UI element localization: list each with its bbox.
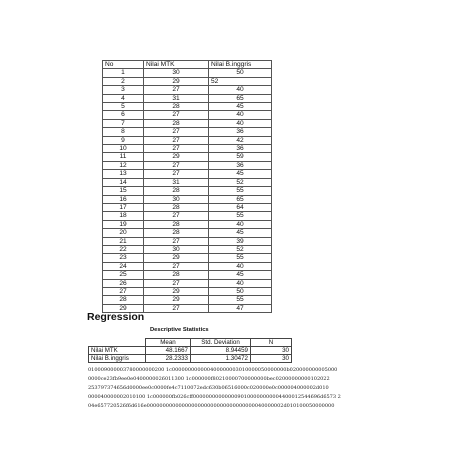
stats-label: Nilai B.inggris — [89, 355, 146, 363]
stats-header-mean: Mean — [146, 339, 191, 347]
row-nilai-mtk: 30 — [144, 245, 209, 253]
row-nilai-mtk: 27 — [144, 161, 209, 169]
row-nilai-binggris: 50 — [209, 287, 272, 295]
row-number: 14 — [103, 178, 144, 186]
row-number: 18 — [103, 212, 144, 220]
stats-n: 30 — [251, 347, 292, 355]
table-row — [103, 69, 272, 77]
row-nilai-binggris: 52 — [209, 77, 272, 85]
table-row — [103, 111, 272, 119]
row-number: 12 — [103, 161, 144, 169]
table-row — [103, 287, 272, 295]
embedded-object-hex-dump — [88, 366, 378, 411]
row-nilai-mtk: 27 — [144, 304, 209, 312]
stats-header-blank — [89, 339, 146, 347]
row-nilai-binggris: 59 — [209, 153, 272, 161]
row-number: 4 — [103, 94, 144, 102]
row-nilai-binggris: 55 — [209, 254, 272, 262]
header-nilai-mtk: Nilai MTK — [144, 61, 209, 69]
hex-line: 04e657720526f6d616e0000000000000000000000000000000000040000002d010100050000000 — [88, 403, 335, 409]
row-nilai-mtk: 30 — [144, 195, 209, 203]
stats-n: 30 — [251, 355, 292, 363]
row-nilai-binggris: 40 — [209, 86, 272, 94]
row-nilai-mtk: 27 — [144, 212, 209, 220]
table-row — [103, 212, 272, 220]
table-row — [103, 296, 272, 304]
row-number: 6 — [103, 111, 144, 119]
header-nilai-binggris: Nilai B.inggris — [209, 61, 272, 69]
table-row — [103, 229, 272, 237]
stats-row-nilai-mtk — [89, 347, 292, 355]
row-number: 13 — [103, 170, 144, 178]
row-nilai-binggris: 36 — [209, 128, 272, 136]
row-nilai-mtk: 29 — [144, 296, 209, 304]
stats-header-std-deviation: Std. Deviation — [191, 339, 251, 347]
row-number: 16 — [103, 195, 144, 203]
row-nilai-binggris: 39 — [209, 237, 272, 245]
row-number: 1 — [103, 69, 144, 77]
row-number: 22 — [103, 245, 144, 253]
table-row — [103, 170, 272, 178]
stats-row-nilai-binggris — [89, 355, 292, 363]
row-nilai-binggris: 45 — [209, 229, 272, 237]
row-number: 10 — [103, 145, 144, 153]
header-no: No — [103, 61, 144, 69]
row-nilai-binggris: 45 — [209, 271, 272, 279]
row-number: 7 — [103, 119, 144, 127]
row-nilai-mtk: 29 — [144, 287, 209, 295]
row-nilai-binggris: 40 — [209, 119, 272, 127]
row-nilai-mtk: 29 — [144, 77, 209, 85]
table-row — [103, 94, 272, 102]
row-nilai-mtk: 28 — [144, 103, 209, 111]
row-nilai-mtk: 28 — [144, 187, 209, 195]
row-nilai-binggris: 55 — [209, 187, 272, 195]
row-number: 21 — [103, 237, 144, 245]
table-row — [103, 195, 272, 203]
stats-label: Nilai MTK — [89, 347, 146, 355]
row-nilai-binggris: 55 — [209, 296, 272, 304]
table-row — [103, 161, 272, 169]
row-nilai-binggris: 55 — [209, 212, 272, 220]
table-row — [103, 271, 272, 279]
table-row — [103, 279, 272, 287]
table-row — [103, 153, 272, 161]
table-row — [103, 203, 272, 211]
hex-line: 010009000003780000000200 1c000000000000400000003010000050000000b020000000005000 — [88, 367, 338, 373]
row-number: 25 — [103, 271, 144, 279]
table-row — [103, 86, 272, 94]
row-nilai-binggris: 45 — [209, 103, 272, 111]
descriptive-statistics-table — [88, 338, 292, 363]
row-number: 8 — [103, 128, 144, 136]
row-nilai-binggris: 64 — [209, 203, 272, 211]
row-nilai-binggris: 40 — [209, 262, 272, 270]
table-row — [103, 254, 272, 262]
row-nilai-binggris: 36 — [209, 161, 272, 169]
table-header-row — [103, 61, 272, 69]
row-number: 11 — [103, 153, 144, 161]
table-row — [103, 77, 272, 85]
row-nilai-binggris: 45 — [209, 170, 272, 178]
row-nilai-mtk: 28 — [144, 271, 209, 279]
table-row — [103, 237, 272, 245]
row-number: 19 — [103, 220, 144, 228]
stats-std-deviation: 1.30472 — [191, 355, 251, 363]
row-nilai-binggris: 47 — [209, 304, 272, 312]
row-nilai-binggris: 52 — [209, 245, 272, 253]
descriptive-statistics-caption: Descriptive Statistics — [150, 327, 209, 333]
row-number: 26 — [103, 279, 144, 287]
hex-line: 000040000002010100 1c000000fb026cff0000000000000090100000000004400012544696d6573 2 — [88, 394, 341, 400]
row-nilai-mtk: 27 — [144, 111, 209, 119]
row-nilai-mtk: 27 — [144, 86, 209, 94]
student-scores-table — [102, 60, 272, 313]
row-number: 15 — [103, 187, 144, 195]
stats-mean: 28.2333 — [146, 355, 191, 363]
table-row — [103, 262, 272, 270]
row-nilai-mtk: 28 — [144, 220, 209, 228]
row-number: 29 — [103, 304, 144, 312]
table-row — [103, 220, 272, 228]
row-nilai-mtk: 27 — [144, 279, 209, 287]
row-number: 2 — [103, 77, 144, 85]
row-nilai-mtk: 31 — [144, 178, 209, 186]
row-number: 23 — [103, 254, 144, 262]
row-nilai-mtk: 28 — [144, 203, 209, 211]
row-nilai-mtk: 27 — [144, 262, 209, 270]
row-number: 3 — [103, 86, 144, 94]
table-row — [103, 178, 272, 186]
row-number: 9 — [103, 136, 144, 144]
stats-header-row — [89, 339, 292, 347]
row-nilai-mtk: 29 — [144, 254, 209, 262]
table-row — [103, 245, 272, 253]
row-nilai-mtk: 27 — [144, 170, 209, 178]
row-nilai-mtk: 27 — [144, 145, 209, 153]
row-number: 5 — [103, 103, 144, 111]
hex-line: 0000ce23fb9ee0e0400000026011300 1c000000f80210000700000000bec02000000000102022 — [88, 376, 330, 382]
table-row — [103, 145, 272, 153]
row-nilai-binggris: 50 — [209, 69, 272, 77]
table-row — [103, 128, 272, 136]
row-nilai-binggris: 36 — [209, 145, 272, 153]
row-nilai-binggris: 40 — [209, 220, 272, 228]
row-nilai-mtk: 30 — [144, 69, 209, 77]
regression-heading: Regression — [87, 311, 145, 323]
table-row — [103, 187, 272, 195]
row-nilai-mtk: 28 — [144, 119, 209, 127]
row-number: 24 — [103, 262, 144, 270]
table-row — [103, 136, 272, 144]
stats-mean: 48.1667 — [146, 347, 191, 355]
table-body — [103, 69, 272, 313]
row-nilai-binggris: 42 — [209, 136, 272, 144]
table-row — [103, 119, 272, 127]
row-nilai-mtk: 29 — [144, 153, 209, 161]
row-nilai-binggris: 65 — [209, 94, 272, 102]
row-nilai-mtk: 27 — [144, 136, 209, 144]
row-number: 28 — [103, 296, 144, 304]
row-nilai-binggris: 40 — [209, 279, 272, 287]
row-nilai-binggris: 65 — [209, 195, 272, 203]
row-nilai-mtk: 27 — [144, 237, 209, 245]
row-number: 27 — [103, 287, 144, 295]
row-nilai-binggris: 40 — [209, 111, 272, 119]
table-row — [103, 103, 272, 111]
stats-header-n: N — [251, 339, 292, 347]
row-nilai-binggris: 52 — [209, 178, 272, 186]
stats-std-deviation: 8.94459 — [191, 347, 251, 355]
row-number: 20 — [103, 229, 144, 237]
row-nilai-mtk: 28 — [144, 229, 209, 237]
row-nilai-mtk: 27 — [144, 128, 209, 136]
hex-line: 253797374656d0000ee0c0000fe4c7110072edc630b06516000c020000e0c000004000002d010 — [88, 385, 329, 391]
row-number: 17 — [103, 203, 144, 211]
row-nilai-mtk: 31 — [144, 94, 209, 102]
